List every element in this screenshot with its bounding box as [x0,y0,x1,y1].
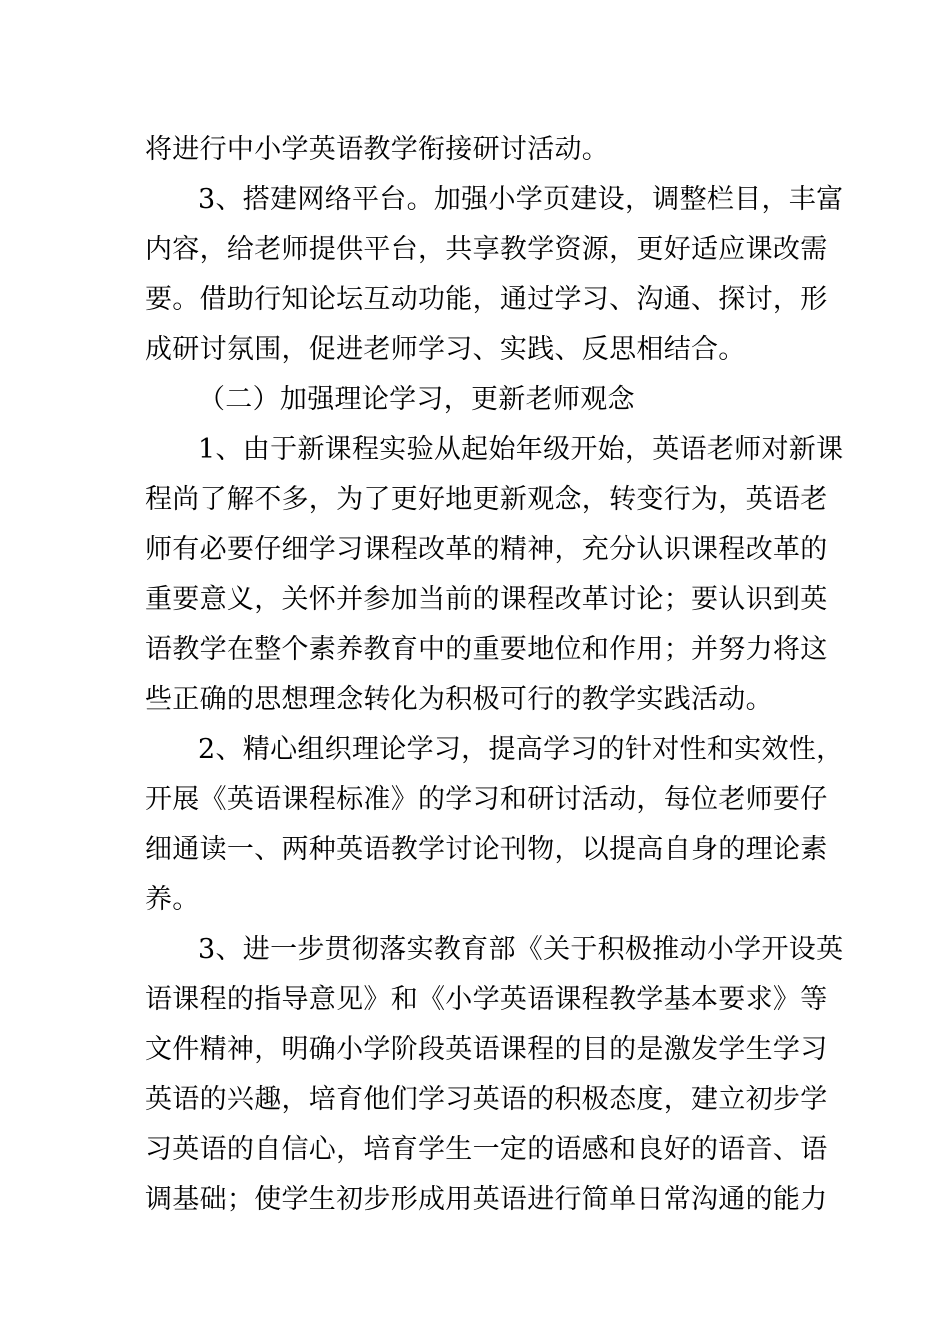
text-line: 内容，给老师提供平台，共享教学资源，更好适应课改需 [145,234,828,265]
text-line: 程尚了解不多，为了更好地更新观念，转变行为，英语老 [145,484,828,515]
text-line: 3、搭建网络平台。加强小学页建设，调整栏目，丰富 [198,184,844,215]
section-heading: （二）加强理论学习，更新老师观念 [198,384,635,415]
text-line: 1、由于新课程实验从起始年级开始，英语老师对新课 [198,434,844,465]
text-line: 3、进一步贯彻落实教育部《关于积极推动小学开设英 [198,934,844,965]
text-line: 养。 [145,884,200,915]
text-line: 英语的兴趣，培育他们学习英语的积极态度，建立初步学 [145,1084,828,1115]
text-line: 2、精心组织理论学习，提高学习的针对性和实效性， [198,734,844,765]
text-line: 语教学在整个素养教育中的重要地位和作用；并努力将这 [145,634,828,665]
text-line: 些正确的思想理念转化为积极可行的教学实践活动。 [145,684,773,715]
text-line: 语课程的指导意见》和《小学英语课程教学基本要求》等 [145,984,828,1015]
text-line: 重要意义，关怀并参加当前的课程改革讨论；要认识到英 [145,584,828,615]
text-line: 习英语的自信心，培育学生一定的语感和良好的语音、语 [145,1134,828,1165]
text-line: 将进行中小学英语教学衔接研讨活动。 [145,134,610,165]
text-line: 成研讨氛围，促进老师学习、实践、反思相结合。 [145,334,746,365]
text-line: 要。借助行知论坛互动功能，通过学习、沟通、探讨，形 [145,284,828,315]
text-line: 开展《英语课程标准》的学习和研讨活动，每位老师要仔 [145,784,828,815]
text-line: 文件精神，明确小学阶段英语课程的目的是激发学生学习 [145,1034,828,1065]
text-line: 师有必要仔细学习课程改革的精神，充分认识课程改革的 [145,534,828,565]
text-line: 调基础；使学生初步形成用英语进行简单日常沟通的能力 [145,1184,828,1215]
text-line: 细通读一、两种英语教学讨论刊物，以提高自身的理论素 [145,834,828,865]
